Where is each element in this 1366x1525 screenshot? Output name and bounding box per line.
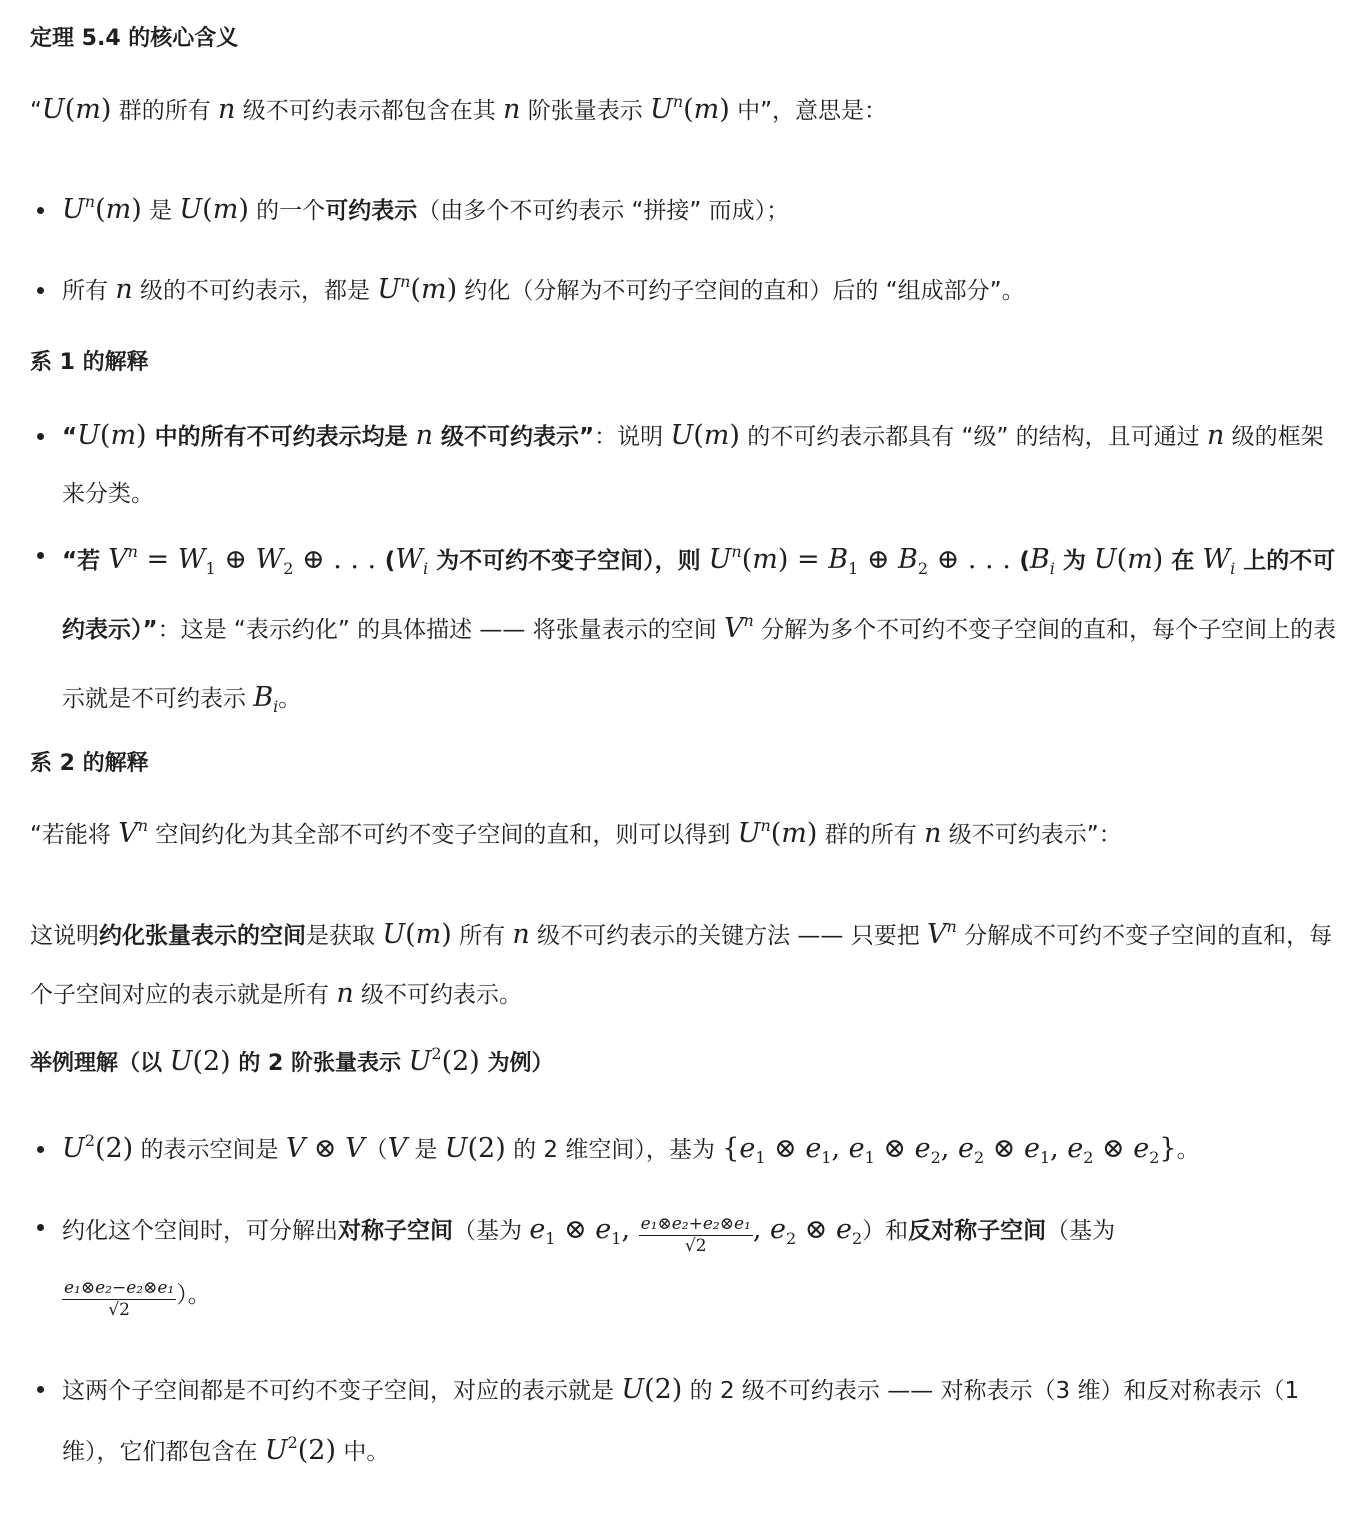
list-item: 这两个子空间都是不可约不变子空间，对应的表示就是 U(2) 的 2 级不可约表示 —— 对称表示（3 维）和反对称表示（1 维），它们都包含在 $U^2(2)$ 中。 [62,1360,1338,1482]
section-heading-example: 举例理解（以 U(2) 的 2 阶张量表示 $U^2(2)$ 为例） [30,1044,554,1077]
list-item: $U^n(m)$ 是 U(m) 的一个可约表示（由多个不可约表示 “拼接” 而成）； [62,181,1338,240]
list-item: 约化这个空间时，可分解出对称子空间（基为 $e_1$ ⊗ $e_1$, $\frac{\text{e₁⊗e₂+e₂⊗e₁}}{√2}$ , $e_2$ ⊗ $e_2$）和反对称子空间（基为 $\frac{\text{e₁⊗e₂−e₂⊗e₁}}{√2}$ ）。 [62,1198,1338,1327]
list-item: “若 $V^n = W_1$ ⊕ $W_2$ ⊕ . . . ($W_i$ 为不可约不变子空间），则 $U^n(m) = B_1$ ⊕ $B_2$ ⊕ . . . ($B_i$ 为 U(m) 在 $W_i$ 上的不可约表示）”：这是 “表示约化” 的具体描述 —— 将张量表示的空间 $V^n$ 分解为多个不可约不变子空间的直和，每个子空间上的表示就是不可约表示 $B_i$。 [62,526,1338,733]
section-heading-corollary-2: 系 2 的解释 [30,751,149,776]
list-item: $U^2(2)$ 的表示空间是 V ⊗ V（V 是 U(2) 的 2 维空间），基为 {$e_1$ ⊗ $e_1$, $e_1$ ⊗ $e_2$, $e_2$ ⊗ $e_1$, $e_2$ ⊗ $e_2$}。 [62,1120,1338,1179]
corollary-2-statement: “若能将 $V^n$ 空间约化为其全部不可约不变子空间的直和，则可以得到 $U^n(m)$ 群的所有 n 级不可约表示”： [30,816,1122,849]
section-heading-theorem: 定理 5.4 的核心含义 [30,26,239,51]
list-item: “U(m) 中的所有不可约表示均是 n 级不可约表示”：说明 U(m) 的不可约表示都具有 “级” 的结构，且可通过 n 级的框架来分类。 [62,407,1338,523]
list-item: 所有 n 级的不可约表示，都是 $U^n(m)$ 约化（分解为不可约子空间的直和）后的 “组成部分”。 [62,261,1338,320]
section-heading-corollary-1: 系 1 的解释 [30,350,149,375]
corollary-2-explanation: 这说明约化张量表示的空间是获取 U(m) 所有 n 级不可约表示的关键方法 —— 只要把 $V^n$ 分解成不可约不变子空间的直和，每个子空间对应的表示就是所有 n 级不可约表示。 [30,917,1333,1009]
theorem-intro: “U(m) 群的所有 n 级不可约表示都包含在其 n 阶张量表示 $U^n(m)$ 中”，意思是： [30,92,888,125]
